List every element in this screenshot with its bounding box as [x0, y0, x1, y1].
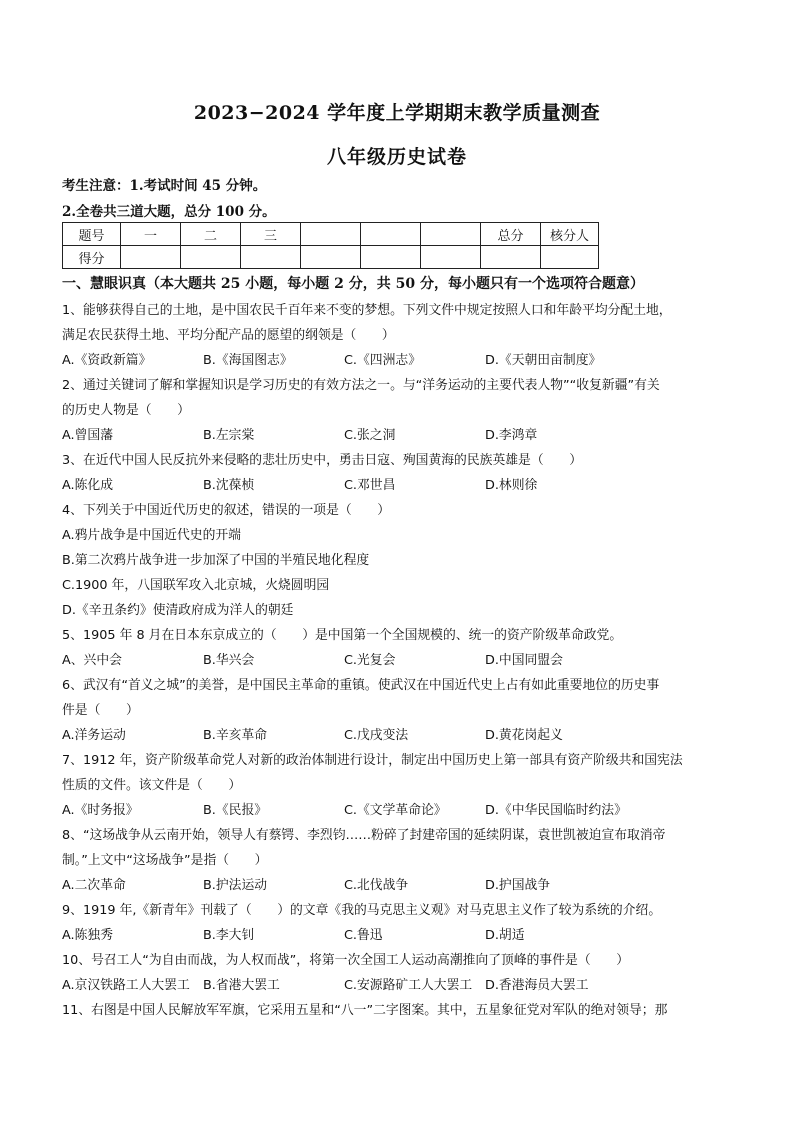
option-c[interactable]: C.鲁迅: [344, 928, 383, 943]
exam-subtitle: 八年级历史试卷: [326, 146, 467, 168]
option-a[interactable]: A.《时务报》: [62, 803, 139, 818]
option-c[interactable]: C.安源路矿工人大罢工: [344, 978, 473, 993]
question-10-text: 10、号召工人“为自由而战，为人权而战”，将第一次全国工人运动高潮推向了顶峰的事件是（ ）: [62, 953, 630, 968]
question-6-text: 6、武汉有“首义之城”的美誉，是中国民主革命的重镇。使武汉在中国近代史上占有如此重要地位的历史事: [62, 678, 660, 693]
option-b[interactable]: B.辛亥革命: [203, 728, 268, 743]
exam-title: 2023−2024 学年度上学期期末教学质量测查: [193, 102, 601, 124]
question-11-text: 11、右图是中国人民解放军军旗，它采用五星和“八一”二字图案。其中，五星象征党对军队的绝对领导；那: [62, 1003, 668, 1018]
score-input-cell[interactable]: [481, 246, 541, 269]
question-2-text: 的历史人物是（ ）: [62, 403, 190, 418]
option-b[interactable]: B.左宗棠: [203, 428, 255, 443]
question-7-text: 性质的文件。该文件是（ ）: [62, 778, 242, 793]
notice-line-2: 2.全卷共三道大题，总分 100 分。: [62, 204, 276, 220]
question-4-text: C.1900 年，八国联军攻入北京城，火烧圆明园: [62, 578, 330, 593]
option-c[interactable]: C.戊戌变法: [344, 728, 409, 743]
option-d[interactable]: D.《天朝田亩制度》: [485, 353, 602, 368]
option-b[interactable]: B.护法运动: [203, 878, 268, 893]
option-c[interactable]: C.《四洲志》: [344, 353, 421, 368]
option-b[interactable]: B.省港大罢工: [203, 978, 280, 993]
question-1-text: 满足农民获得土地、平均分配产品的愿望的纲领是（ ）: [62, 328, 395, 343]
score-input-cell[interactable]: [241, 246, 301, 269]
question-4-text: 4、下列关于中国近代历史的叙述，错误的一项是（ ）: [62, 503, 391, 518]
option-d[interactable]: D.护国战争: [485, 878, 551, 893]
score-cell: 得分: [63, 246, 121, 269]
score-table-score-row: [63, 246, 599, 269]
option-c[interactable]: C.《文学革命论》: [344, 803, 447, 818]
score-cell: 核分人: [541, 223, 599, 246]
score-table-header-row: [63, 223, 599, 246]
score-cell: 总分: [481, 223, 541, 246]
option-c[interactable]: C.张之洞: [344, 428, 396, 443]
score-input-cell[interactable]: [541, 246, 599, 269]
score-cell: 二: [181, 223, 241, 246]
option-d[interactable]: D.香港海员大罢工: [485, 978, 589, 993]
score-cell: 一: [121, 223, 181, 246]
option-b[interactable]: B.沈葆桢: [203, 478, 255, 493]
score-cell: 三: [241, 223, 301, 246]
section-heading-1: 一、慧眼识真（本大题共 25 小题，每小题 2 分，共 50 分，每小题只有一个选项符合题意）: [62, 276, 644, 292]
question-9-text: 9、1919 年,《新青年》刊载了（ ）的文章《我的马克思主义观》对马克思主义作了较为系统的介绍。: [62, 903, 662, 918]
question-8-text: 8、“这场战争从云南开始，领导人有蔡锷、李烈钧……粉碎了封建帝国的延续阴谋，袁世凯被迫宣布取消帝: [62, 828, 666, 843]
question-6-text: 件是（ ）: [62, 703, 139, 718]
question-8-text: 制。”上文中“这场战争”是指（ ）: [62, 853, 268, 868]
option-a[interactable]: A.《资政新篇》: [62, 353, 152, 368]
option-c[interactable]: C.邓世昌: [344, 478, 396, 493]
option-a[interactable]: A.曾国藩: [62, 428, 113, 443]
option-a[interactable]: A.陈独秀: [62, 928, 113, 943]
question-2-text: 2、通过关键词了解和掌握知识是学习历史的有效方法之一。与“洋务运动的主要代表人物”“收复新疆”有关: [62, 378, 660, 393]
option-d[interactable]: D.胡适: [485, 928, 525, 943]
question-1-text: 1、能够获得自己的土地，是中国农民千百年来不变的梦想。下列文件中规定按照人口和年龄平均分配土地，: [62, 303, 672, 318]
score-cell: 题号: [63, 223, 121, 246]
score-cell: [361, 223, 421, 246]
notice-line-1: 考生注意：1.考试时间 45 分钟。: [62, 178, 267, 194]
option-d[interactable]: D.《中华民国临时约法》: [485, 803, 627, 818]
option-a[interactable]: A.二次革命: [62, 878, 126, 893]
option-b[interactable]: B.《民报》: [203, 803, 268, 818]
option-b[interactable]: B.华兴会: [203, 653, 255, 668]
question-4-text: D.《辛丑条约》使清政府成为洋人的朝廷: [62, 603, 294, 618]
option-c[interactable]: C.光复会: [344, 653, 396, 668]
option-a[interactable]: A.京汉铁路工人大罢工: [62, 978, 190, 993]
question-3-text: 3、在近代中国人民反抗外来侵略的悲壮历史中，勇击日寇、殉国黄海的民族英雄是（ ）: [62, 453, 583, 468]
score-table: [62, 222, 599, 269]
score-input-cell[interactable]: [181, 246, 241, 269]
question-7-text: 7、1912 年，资产阶级革命党人对新的政治体制进行设计，制定出中国历史上第一部具有资产阶级共和国宪法: [62, 753, 683, 768]
score-input-cell[interactable]: [421, 246, 481, 269]
score-cell: [421, 223, 481, 246]
option-d[interactable]: D.李鸿章: [485, 428, 538, 443]
score-input-cell[interactable]: [301, 246, 361, 269]
option-a[interactable]: A、兴中会: [62, 653, 122, 668]
option-d[interactable]: D.黄花岗起义: [485, 728, 563, 743]
option-a[interactable]: A.洋务运动: [62, 728, 126, 743]
option-d[interactable]: D.中国同盟会: [485, 653, 563, 668]
option-d[interactable]: D.林则徐: [485, 478, 538, 493]
score-input-cell[interactable]: [121, 246, 181, 269]
option-b[interactable]: B.《海国图志》: [203, 353, 293, 368]
option-b[interactable]: B.李大钊: [203, 928, 255, 943]
question-4-text: A.鸦片战争是中国近代史的开端: [62, 528, 241, 543]
score-cell: [301, 223, 361, 246]
option-c[interactable]: C.北伐战争: [344, 878, 409, 893]
option-a[interactable]: A.陈化成: [62, 478, 113, 493]
score-input-cell[interactable]: [361, 246, 421, 269]
question-4-text: B.第二次鸦片战争进一步加深了中国的半殖民地化程度: [62, 553, 370, 568]
question-5-text: 5、1905 年 8 月在日本东京成立的（ ）是中国第一个全国规模的、统一的资产阶级革命政党。: [62, 628, 623, 643]
